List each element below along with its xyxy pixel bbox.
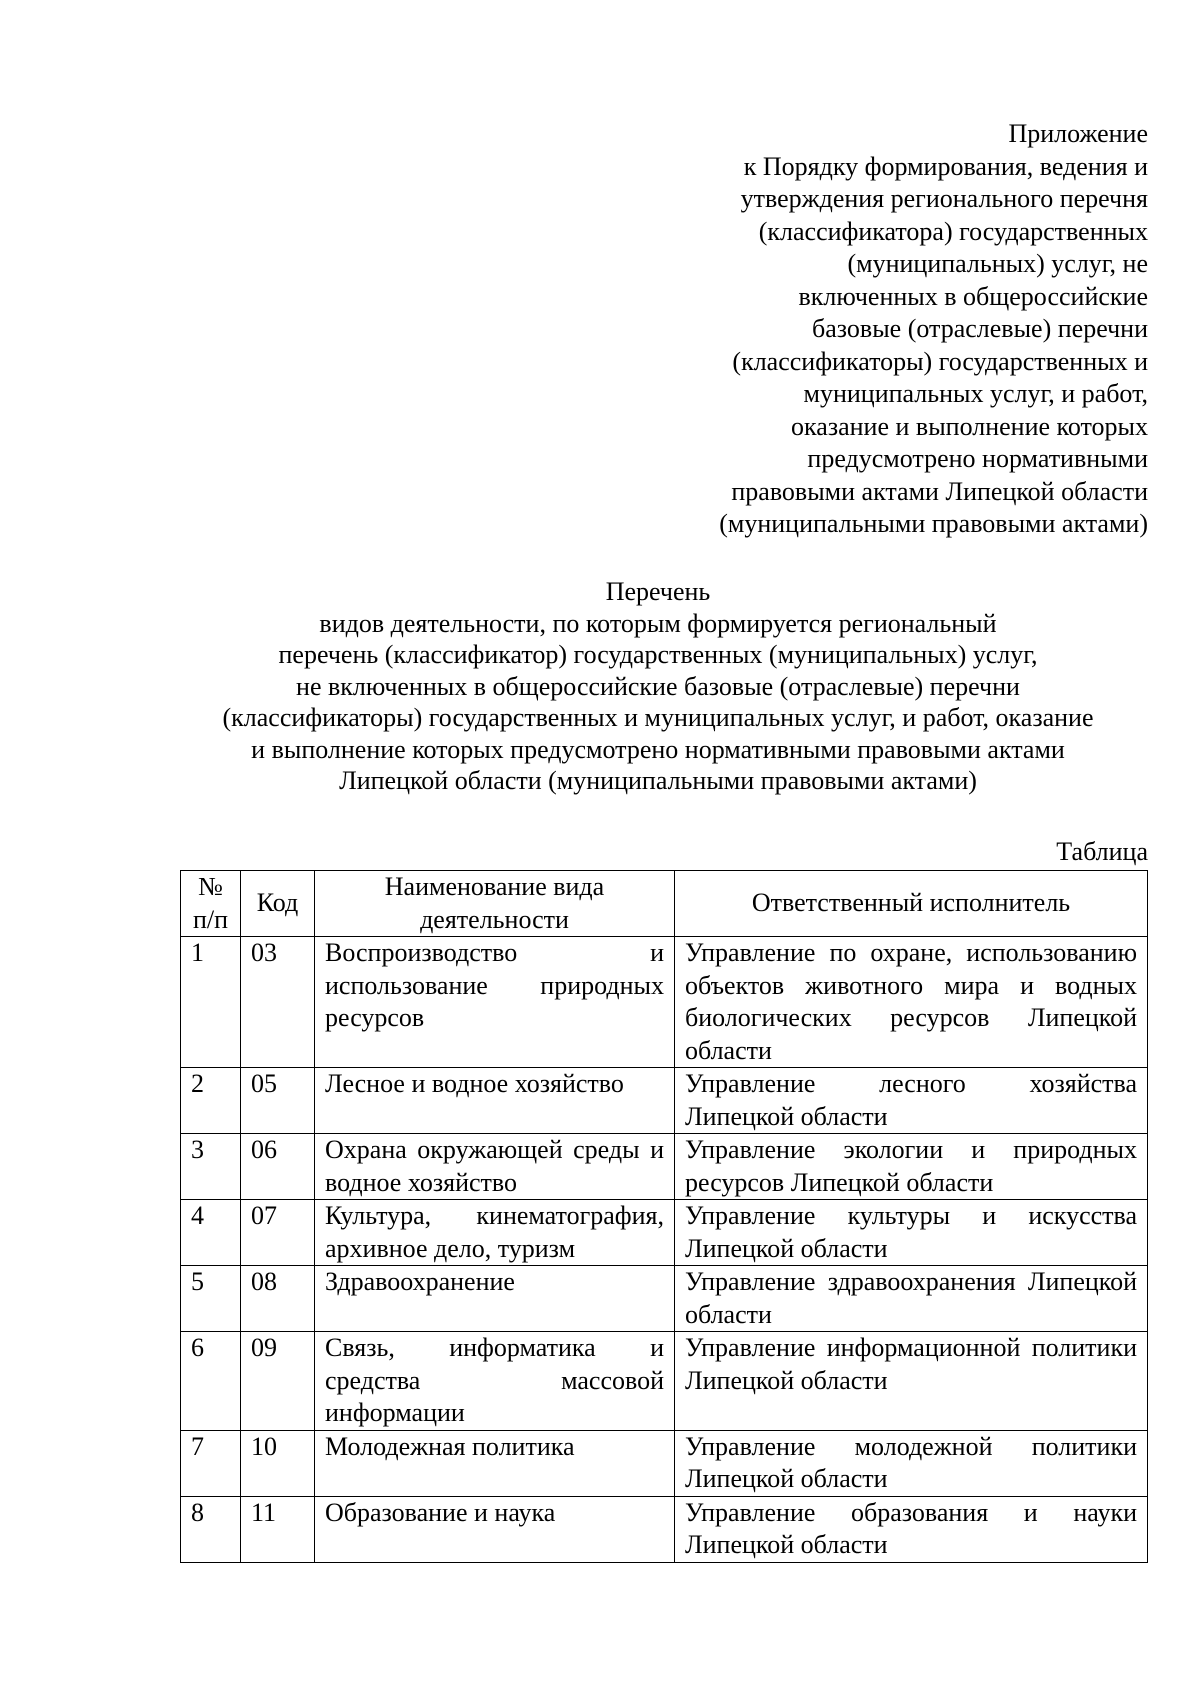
appendix-line: Приложение — [1008, 119, 1148, 148]
appendix-line: (классификаторы) государственных и — [732, 346, 1148, 376]
table-row — [181, 1134, 1148, 1200]
table-row — [181, 1332, 1148, 1431]
appendix-header — [588, 118, 1148, 541]
cell-num: 5 — [181, 1266, 241, 1332]
appendix-line: правовыми актами Липецкой области — [731, 476, 1148, 506]
appendix-line: (муниципальными правовыми актами) — [719, 509, 1148, 538]
table-row — [181, 1266, 1148, 1332]
title-line: (классификаторы) государственных и муниципальных услуг, и работ, оказание — [222, 703, 1094, 732]
appendix-line: оказание и выполнение которых — [791, 411, 1148, 441]
cell-executor: Управление образования и науки Липецкой области — [675, 1496, 1148, 1562]
table-row — [181, 1068, 1148, 1134]
appendix-line: утверждения регионального перечня — [740, 184, 1148, 213]
cell-num: 3 — [181, 1134, 241, 1200]
table-label: Таблица — [1056, 837, 1148, 866]
cell-name: Здравоохранение — [315, 1266, 675, 1332]
table-row — [181, 937, 1148, 1068]
appendix-line: муниципальных услуг, и работ, — [803, 379, 1148, 408]
cell-name: Образование и наука — [315, 1496, 675, 1562]
appendix-line: предусмотрено нормативными — [807, 444, 1148, 473]
header-executor: Ответственный исполнитель — [675, 871, 1148, 937]
cell-executor: Управление здравоохранения Липецкой области — [675, 1266, 1148, 1332]
cell-num: 1 — [181, 937, 241, 1068]
appendix-line: включенных в общероссийские — [798, 281, 1148, 311]
cell-code: 08 — [241, 1266, 315, 1332]
cell-executor: Управление по охране, использованию объектов животного мира и водных биологических ресурсов Липецкой области — [675, 937, 1148, 1068]
cell-executor: Управление информационной политики Липецкой области — [675, 1332, 1148, 1431]
cell-code: 09 — [241, 1332, 315, 1431]
cell-num: 2 — [181, 1068, 241, 1134]
cell-code: 11 — [241, 1496, 315, 1562]
title-line: видов деятельности, по которым формируется региональный — [319, 608, 997, 638]
cell-name: Воспроизводство и использование природных ресурсов — [315, 937, 675, 1068]
document-title — [168, 576, 1148, 797]
cell-code: 10 — [241, 1430, 315, 1496]
cell-code: 03 — [241, 937, 315, 1068]
cell-name: Лесное и водное хозяйство — [315, 1068, 675, 1134]
title-line: и выполнение которых предусмотрено нормативными правовыми актами — [251, 734, 1065, 764]
title-line: перечень (классификатор) государственных (муниципальных) услуг, — [278, 640, 1038, 669]
title-line: Перечень — [605, 577, 711, 606]
header-num: № п/п — [181, 871, 241, 937]
cell-name: Связь, информатика и средства массовой информации — [315, 1332, 675, 1431]
cell-code: 07 — [241, 1200, 315, 1266]
appendix-line: (муниципальных) услуг, не — [847, 249, 1148, 278]
cell-num: 8 — [181, 1496, 241, 1562]
cell-num: 7 — [181, 1430, 241, 1496]
header-name: Наименование вида деятельности — [315, 871, 675, 937]
cell-name: Молодежная политика — [315, 1430, 675, 1496]
cell-executor: Управление лесного хозяйства Липецкой области — [675, 1068, 1148, 1134]
appendix-line: (классификатора) государственных — [758, 216, 1148, 246]
cell-name: Охрана окружающей среды и водное хозяйство — [315, 1134, 675, 1200]
table-row — [181, 1430, 1148, 1496]
cell-executor: Управление молодежной политики Липецкой области — [675, 1430, 1148, 1496]
table-row — [181, 1200, 1148, 1266]
cell-code: 06 — [241, 1134, 315, 1200]
appendix-line: к Порядку формирования, ведения и — [743, 151, 1148, 181]
title-line: Липецкой области (муниципальными правовыми актами) — [339, 766, 977, 795]
table-header-row — [181, 871, 1148, 937]
appendix-line: базовые (отраслевые) перечни — [812, 314, 1148, 343]
title-line: не включенных в общероссийские базовые (отраслевые) перечни — [296, 671, 1020, 701]
header-code: Код — [241, 871, 315, 937]
cell-code: 05 — [241, 1068, 315, 1134]
activities-table — [180, 870, 1148, 1563]
cell-executor: Управление экологии и природных ресурсов Липецкой области — [675, 1134, 1148, 1200]
cell-num: 6 — [181, 1332, 241, 1431]
cell-name: Культура, кинематография, архивное дело, туризм — [315, 1200, 675, 1266]
table-row — [181, 1496, 1148, 1562]
cell-num: 4 — [181, 1200, 241, 1266]
cell-executor: Управление культуры и искусства Липецкой области — [675, 1200, 1148, 1266]
